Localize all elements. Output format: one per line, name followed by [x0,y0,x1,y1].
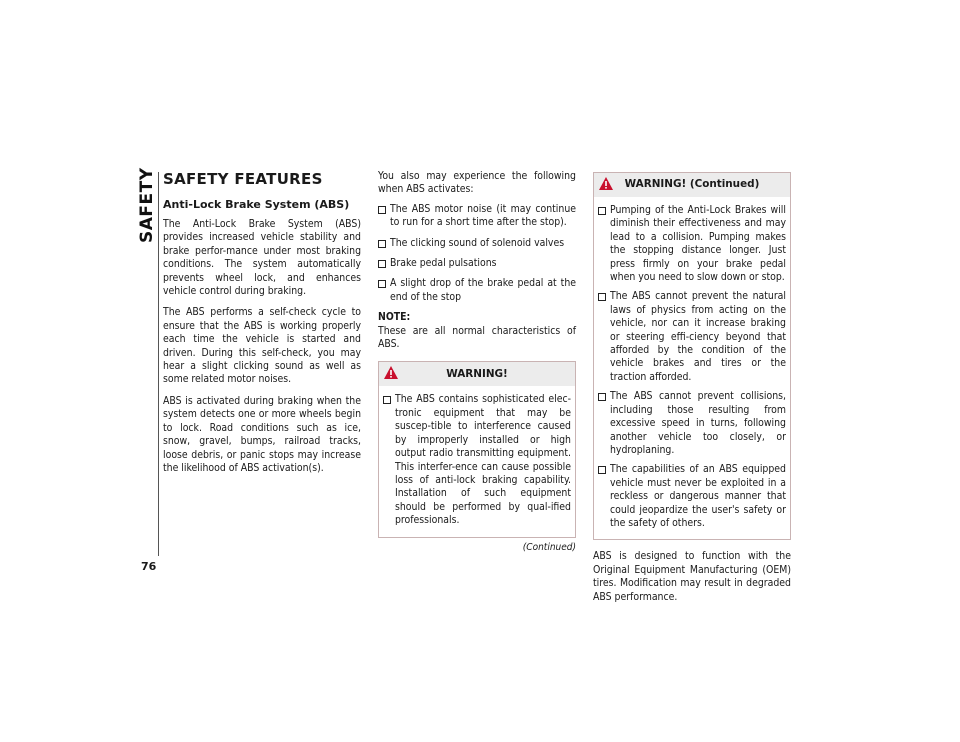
warning-title: WARNING! (Continued) [624,178,760,191]
list-item [378,257,576,270]
list-item-text: The ABS contains sophisticated elec-tronic equipment that may be suscep-tible to interference caused by improperly installed or high output radio transmitting equipment. This interfer-ence can cause possible loss of anti-lock braking capability. Installation of such equipment should be performed by qual-ified professionals. [395,393,571,527]
section-side-tab [136,167,158,244]
list-item-text: The ABS motor noise (it may continue to run for a short time after the stop). [390,202,576,229]
note-label: NOTE: [378,311,411,324]
checkbox-bullet-icon [378,206,386,214]
paragraph: ABS is activated during braking when the system detects one or more wheels begin to lock. Road conditions such as ice, snow, gravel, bumps, railroad tracks, loose debris, or panic stops may increase the likelihood of ABS activation(s). [163,394,361,474]
list-item-text: A slight drop of the brake pedal at the end of the stop [390,277,576,303]
list-item [598,290,786,384]
column-2 [378,170,576,554]
checkbox-bullet-icon [383,396,391,404]
list-item [383,393,571,527]
list-item [598,463,786,530]
column-1 [163,170,361,483]
checkbox-bullet-icon [598,393,606,401]
list-item-text: The clicking sound of solenoid valves [390,236,565,249]
warning-header [594,173,790,197]
checkbox-bullet-icon [378,280,386,288]
checkbox-bullet-icon [598,207,606,215]
list-item [378,203,576,230]
checkbox-bullet-icon [598,466,606,474]
list-item-text: The ABS cannot prevent collisions, including those resulting from excessive speed in turns, following another vehicle too closely, or hydroplaning. [610,390,786,456]
list-item-text: The capabilities of an ABS equipped vehicle must never be exploited in a reckless or dangerous manner that could jeopardize the user's safety or the safety of others. [610,463,786,529]
warning-body [379,386,575,536]
side-tab-label: SAFETY [137,167,157,243]
list-item [378,277,576,304]
side-divider [158,172,159,556]
list-item-text: Brake pedal pulsations [390,257,497,270]
list-item-text: Pumping of the Anti-Lock Brakes will diminish their effectiveness and may lead to a collision. Pumping makes the stopping distance longer. Just press firmly on your brake pedal when you need to slow down or stop. [610,204,786,284]
warning-triangle-icon [598,176,614,191]
warning-title: WARNING! [446,367,508,380]
list-item-text: The ABS cannot prevent the natural laws of physics from acting on the vehicle, nor can it increase braking or steering effi-ciency beyond that afforded by the condition of the vehicle brakes and tires or the traction afforded. [610,290,786,383]
warning-box [378,361,576,537]
note-text: These are all normal characteristics of ABS. [378,324,576,351]
warning-header [379,362,575,386]
warning-list [383,393,571,527]
section-title: SAFETY FEATURES [163,170,323,188]
checkbox-bullet-icon [378,240,386,248]
list-item [598,204,786,284]
closing-paragraph: ABS is designed to function with the Original Equipment Manufacturing (OEM) tires. Modification may result in degraded ABS performance. [593,550,791,603]
intro-paragraph: You also may experience the following when ABS activates: [378,170,576,196]
checkbox-bullet-icon [598,293,606,301]
paragraph: The ABS performs a self-check cycle to ensure that the ABS is working properly each time the vehicle is started and driven. During this self-check, you may hear a slight clicking sound as well as some related motor noises. [163,306,361,386]
warning-body [594,197,790,539]
abs-effects-list [378,203,576,304]
warning-list [598,204,786,530]
warning-box-continued [593,172,791,540]
page-number: 76 [141,560,157,573]
warning-triangle-icon [383,365,399,380]
subsection-title: Anti-Lock Brake System (ABS) [163,198,350,211]
checkbox-bullet-icon [378,260,386,268]
list-item [378,237,576,250]
paragraph: The Anti-Lock Brake System (ABS) provides increased vehicle stability and brake perfor-mance under most braking conditions. The system automatically prevents wheel lock, and enhances vehicle control during braking. [163,218,361,298]
list-item [598,390,786,457]
column-3 [593,170,791,612]
continued-label: (Continued) [522,541,576,553]
